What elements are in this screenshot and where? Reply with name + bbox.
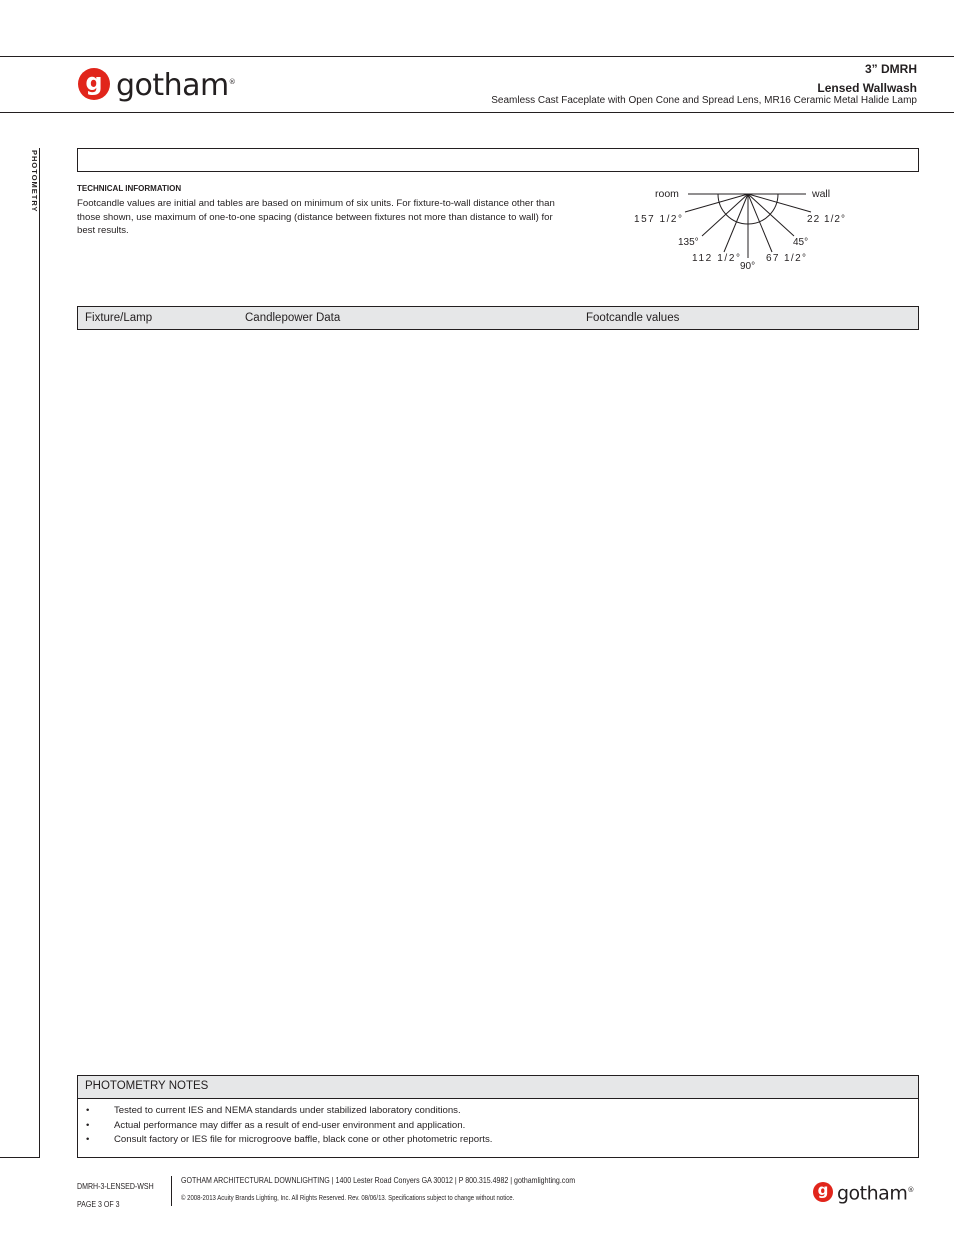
footer-wordmark-text: gotham (837, 1182, 908, 1205)
footer-divider (171, 1176, 172, 1206)
header-top-rule (0, 56, 954, 57)
technical-heading: TECHNICAL INFORMATION (77, 184, 182, 193)
angle-112: 112 1/2° (692, 253, 740, 264)
gotham-wordmark-text: gotham (116, 68, 229, 103)
gotham-wordmark (116, 67, 235, 101)
registered-mark: ® (228, 78, 236, 86)
footer-gotham-logo (813, 1180, 914, 1203)
note-text: Consult factory or IES file for microgroove baffle, black cone or other photometric reports. (114, 1134, 493, 1145)
notes-list (78, 1099, 918, 1148)
footer-doc-id: DMRH-3-LENSED-WSH (77, 1182, 154, 1191)
col-candlepower: Candlepower Data (245, 312, 341, 324)
gotham-g-mark-icon: g (78, 68, 110, 100)
empty-title-box (77, 148, 919, 172)
photometry-table-header (77, 306, 919, 330)
angle-90: 90° (740, 261, 756, 272)
gotham-g-mark-icon: g (813, 1182, 833, 1202)
room-label: room (655, 188, 679, 200)
footer-company-line: GOTHAM ARCHITECTURAL DOWNLIGHTING | 1400 Lester Road Conyers GA 30012 | P 800.315.4982 | gothamlighting.com (181, 1176, 576, 1185)
col-footcandle: Footcandle values (586, 312, 680, 324)
product-title-line1: 3” DMRH (864, 62, 917, 76)
photometry-notes (77, 1075, 919, 1158)
list-item: • Consult factory or IES file for microgroove baffle, black cone or other photometric reports. (86, 1133, 918, 1148)
angle-67: 67 1/2° (766, 253, 806, 264)
footer-copyright: © 2008-2013 Acuity Brands Lighting, Inc. All Rights Reserved. Rev. 08/06/13. Specifications subject to change without notice. (181, 1195, 515, 1202)
gotham-logo (78, 67, 235, 101)
side-column-rule (39, 148, 40, 1158)
angle-45: 45° (793, 237, 809, 248)
wall-label: wall (812, 188, 831, 200)
list-item: • Tested to current IES and NEMA standards under stabilized laboratory conditions. (86, 1104, 918, 1119)
product-subtitle: Seamless Cast Faceplate with Open Cone and Spread Lens, MR16 Ceramic Metal Halide Lamp (491, 95, 917, 106)
angle-22: 22 1/2° (807, 214, 845, 225)
angle-135: 135° (678, 237, 699, 248)
footer-wordmark (837, 1180, 914, 1203)
note-text: Tested to current IES and NEMA standards under stabilized laboratory conditions. (114, 1105, 461, 1116)
technical-body: Footcandle values are initial and tables are based on minimum of six units. For fixture-to-wall distance other than those shown, use maximum of one-to-one spacing (distance between fixtures not more than distance to wall) for best results. (77, 198, 555, 236)
list-item: • Actual performance may differ as a result of end-user environment and application. (86, 1119, 918, 1134)
footer-page-number: PAGE 3 OF 3 (77, 1200, 120, 1209)
notes-heading: PHOTOMETRY NOTES (78, 1076, 918, 1099)
side-column-bottom-rule (0, 1157, 40, 1158)
product-title-line2: Lensed Wallwash (817, 81, 917, 95)
header-bottom-rule (0, 112, 954, 113)
product-title (817, 60, 917, 98)
col-fixture-lamp: Fixture/Lamp (85, 312, 153, 324)
ray-112 (724, 194, 748, 252)
registered-mark: ® (907, 1186, 914, 1194)
angle-diagram (634, 180, 850, 275)
angle-157: 157 1/2° (634, 214, 682, 225)
ray-67 (748, 194, 772, 252)
footer-doc-info (77, 1178, 154, 1214)
note-text: Actual performance may differ as a result of end-user environment and application. (114, 1119, 466, 1131)
side-label-photometry: PHOTOMETRY (30, 150, 39, 213)
